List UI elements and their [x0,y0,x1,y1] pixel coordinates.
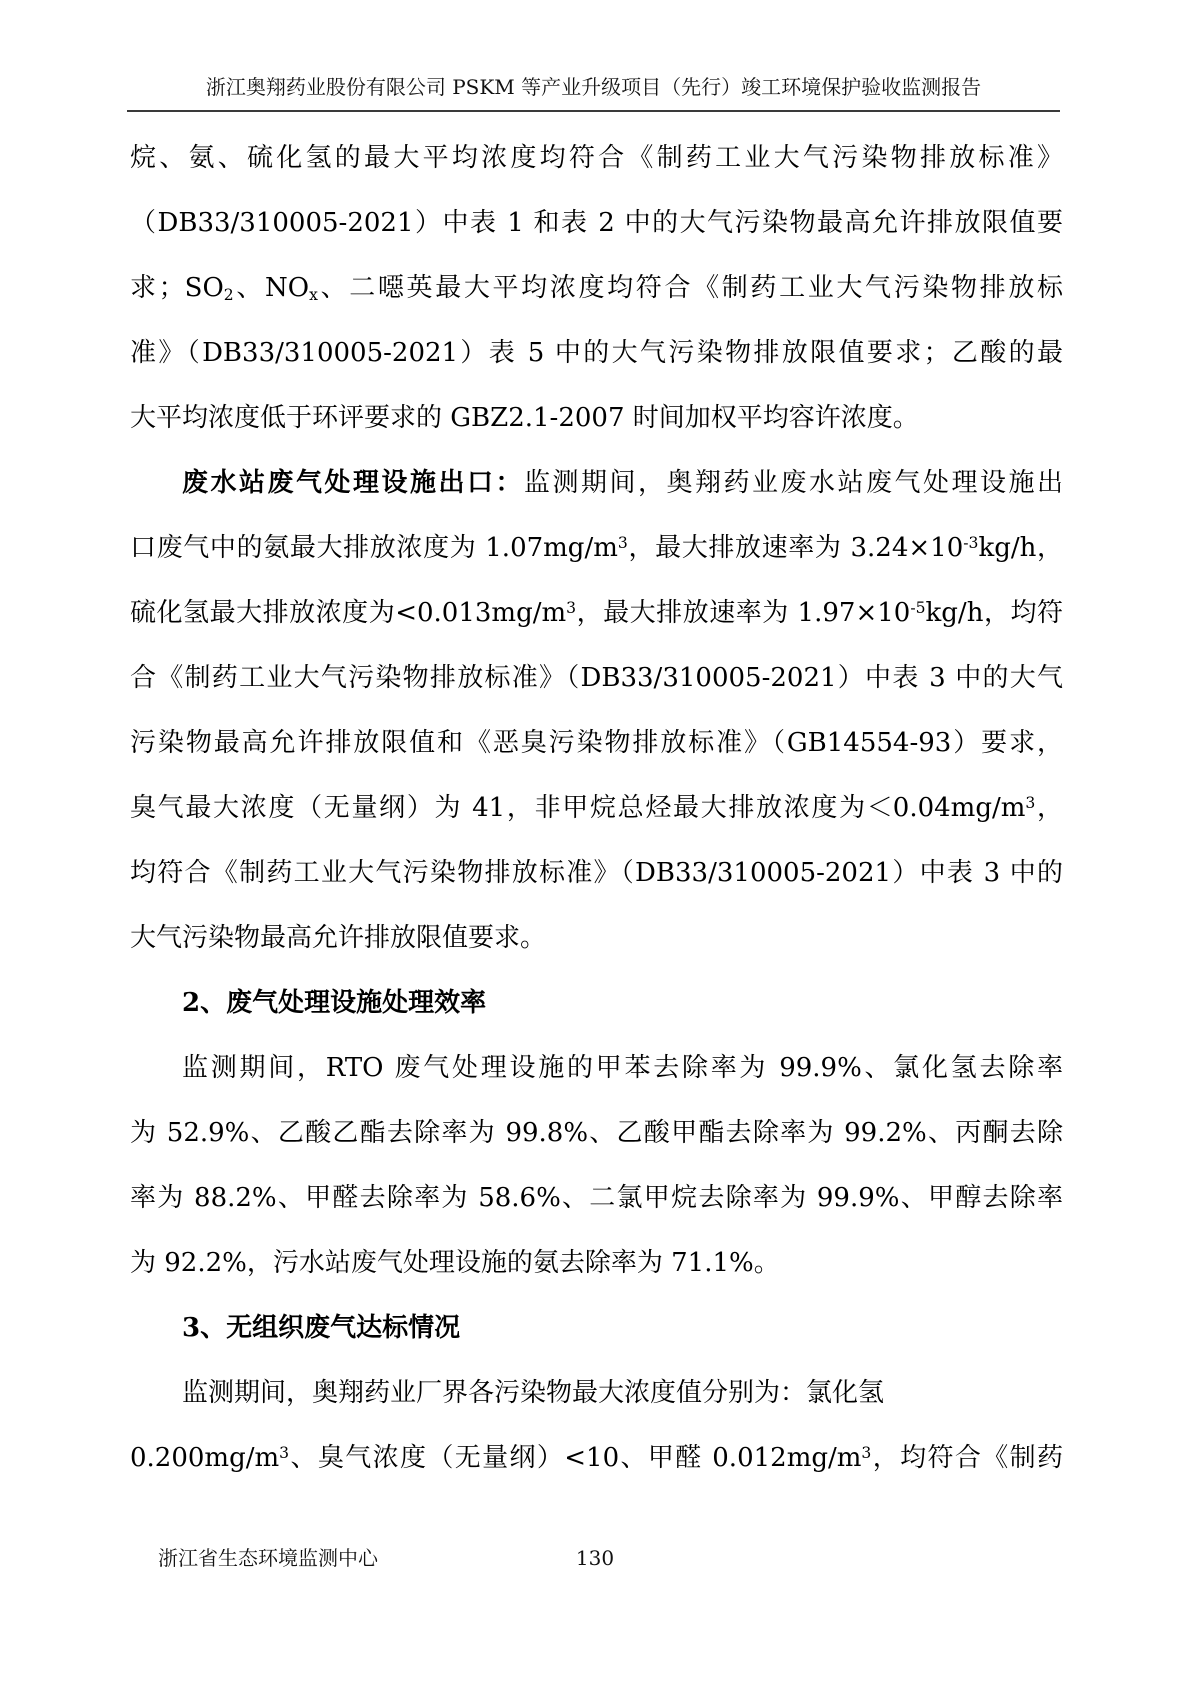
text-line: 均符合《制药工业大气污染物排放标准》（DB33/310005-2021）中表 3 中的 [130,858,1063,888]
text-line: 合《制药工业大气污染物排放标准》（DB33/310005-2021）中表 3 中的大气 [130,663,1063,693]
paragraph [130,1036,1063,1296]
text-line: 2、废气处理设施处理效率 [182,988,487,1018]
paragraph [130,126,1063,451]
text-line: 废水站废气处理设施出口：监测期间，奥翔药业废水站废气处理设施出 [182,468,1063,498]
page-header-title: 浙江奥翔药业股份有限公司 PSKM 等产业升级项目（先行）竣工环境保护验收监测报告 [205,75,982,99]
text-line: （DB33/310005-2021）中表 1 和表 2 中的大气污染物最高允许排放限值要 [130,208,1063,238]
heading [130,971,1063,1036]
text-line: 准》（DB33/310005-2021）表 5 中的大气污染物排放限值要求；乙酸的最 [130,338,1063,368]
text-line: 硫化氢最大排放浓度为$<0.013mg/m^3$，最大排放速率为 $1.97\times 10^{-5}kg/h$，均符 [130,598,1063,628]
text-line: 3、无组织废气达标情况 [182,1313,461,1343]
text-line: 大平均浓度低于环评要求的 GBZ2.1-2007 时间加权平均容许浓度。 [130,403,919,433]
text-line: 监测期间，奥翔药业厂界各污染物最大浓度值分别为：氯化氢 [182,1378,885,1408]
footer-org-name: 浙江省生态环境监测中心 [158,1546,378,1570]
header-rule [127,110,1060,112]
text-line: 为 92.2%，污水站废气处理设施的氨去除率为 71.1%。 [130,1248,780,1278]
page-footer [0,1543,1190,1573]
text-line: 率为 88.2%、甲醛去除率为 58.6%、二氯甲烷去除率为 99.9%、甲醇去除率 [130,1183,1063,1213]
paragraph [130,451,1063,971]
document-body [130,126,1063,1491]
text-line: 监测期间，RTO 废气处理设施的甲苯去除率为 99.9%、氯化氢去除率 [182,1053,1063,1083]
page-number: 130 [575,1546,615,1570]
heading [130,1296,1063,1361]
text-line: $0.200mg/m^3$、臭气浓度（无量纲）<10、甲醛 $0.012mg/m^3$，均符合《制药 [130,1443,1063,1473]
text-line: 口废气中的氨最大排放浓度为 $1.07mg/m^3$，最大排放速率为 $3.24\times 10^{-3}kg/h$， [130,533,1063,563]
text-line: 大气污染物最高允许排放限值要求。 [130,923,547,953]
text-line: 污染物最高允许排放限值和《恶臭污染物排放标准》（GB14554-93）要求， [130,728,1063,758]
paragraph [130,1361,1063,1491]
text-line: 为 52.9%、乙酸乙酯去除率为 99.8%、乙酸甲酯去除率为 99.2%、丙酮去除 [130,1118,1063,1148]
text-line: 臭气最大浓度（无量纲）为 41，非甲烷总烃最大排放浓度为$<0.04mg/m^3$， [130,793,1063,823]
text-line: 求；$SO_2$、$NO_x$、二噁英最大平均浓度均符合《制药工业大气污染物排放标 [130,273,1063,304]
text-line: 烷、氨、硫化氢的最大平均浓度均符合《制药工业大气污染物排放标准》 [130,143,1063,173]
